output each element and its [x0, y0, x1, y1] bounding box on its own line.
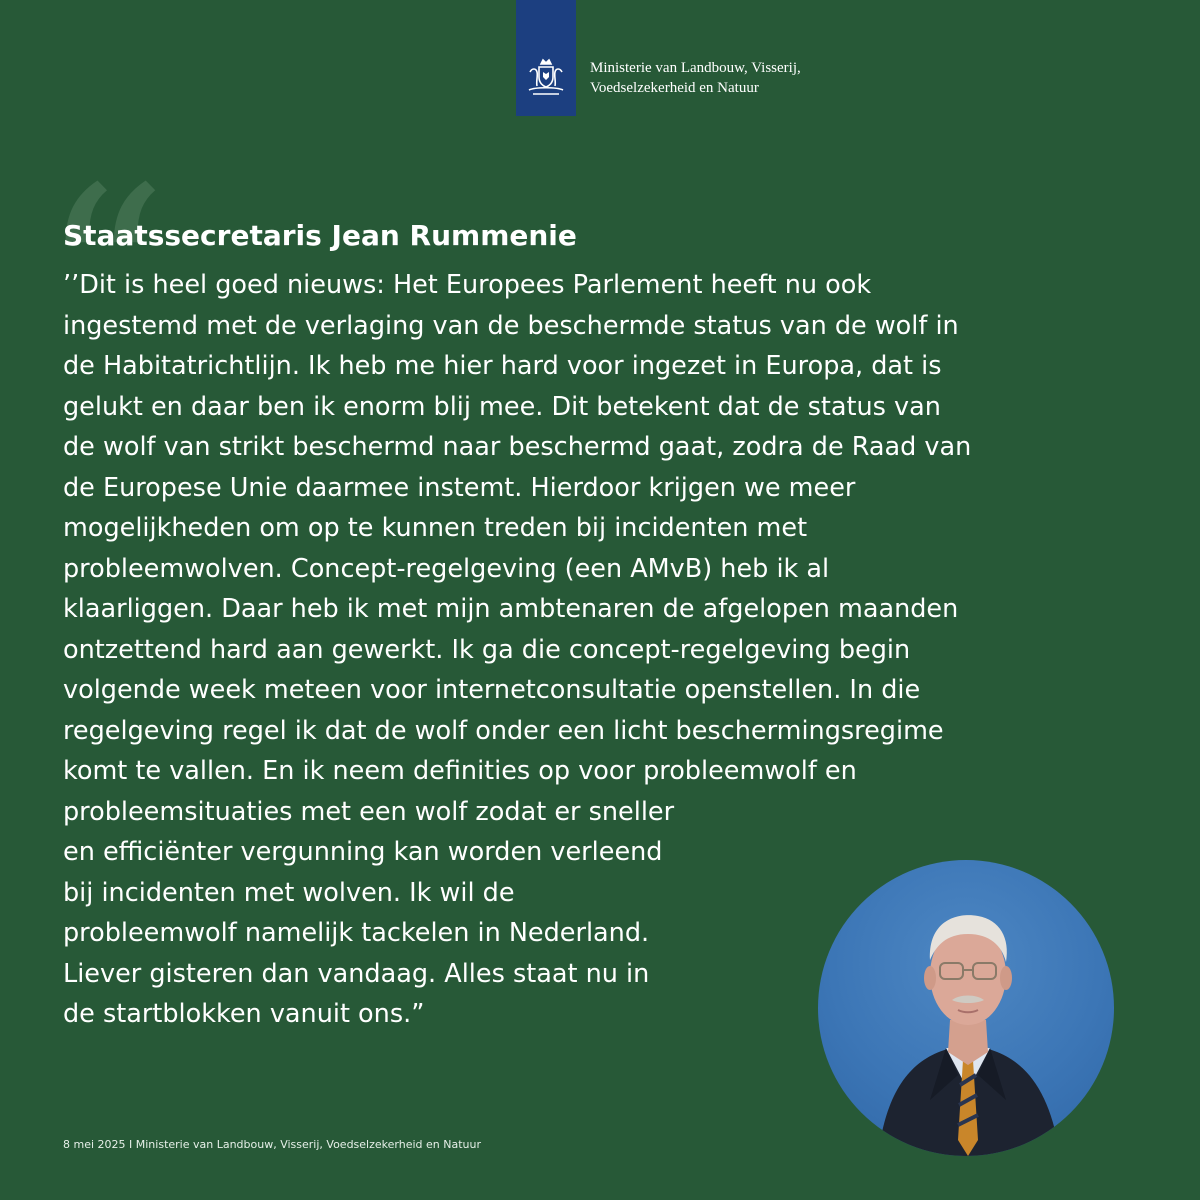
quote-line: komt te vallen. En ik neem definities op voor probleemwolf en	[63, 756, 857, 786]
coat-of-arms-icon	[524, 56, 568, 100]
ministry-name-line-1: Ministerie van Landbouw, Visserij,	[590, 60, 801, 76]
quote-line: volgende week meteen voor internetconsultatie openstellen. In die	[63, 675, 921, 705]
quote-mark-icon: “	[40, 134, 168, 425]
quote-line: mogelijkheden om op te kunnen treden bij incidenten met	[63, 513, 808, 543]
quote-line: en efficiënter vergunning kan worden verleend	[63, 837, 663, 867]
rijksoverheid-logo-bar	[516, 0, 576, 116]
quote-line: ontzettend hard aan gewerkt. Ik ga die concept-regelgeving begin	[63, 634, 911, 665]
portrait-photo	[818, 860, 1114, 1156]
quote-line: gelukt en daar ben ik enorm blij mee. Dit betekent dat de status van	[63, 391, 941, 422]
quote-line: probleemsituaties met een wolf zodat er sneller	[63, 796, 675, 827]
quote-line: ingestemd met de verlaging van de beschermde status van de wolf in	[63, 310, 959, 341]
quote-line: Liever gisteren dan vandaag. Alles staat nu in	[63, 958, 650, 989]
quote-line: probleemwolf namelijk tackelen in Nederland.	[63, 918, 650, 948]
portrait-illustration	[818, 860, 1114, 1156]
quote-text	[63, 265, 971, 1035]
quote-line: de Europese Unie daarmee instemt. Hierdoor krijgen we meer	[63, 472, 856, 503]
footer-credit: 8 mei 2025 I Ministerie van Landbouw, Visserij, Voedselzekerheid en Natuur	[63, 1138, 481, 1151]
quote-line: klaarliggen. Daar heb ik met mijn ambtenaren de afgelopen maanden	[63, 594, 959, 624]
quote-line: de startblokken vanuit ons.”	[63, 999, 425, 1029]
quote-line: de Habitatrichtlijn. Ik heb me hier hard voor ingezet in Europa, dat is	[63, 351, 942, 381]
speaker-name: Staatssecretaris Jean Rummenie	[63, 219, 577, 252]
quote-line: probleemwolven. Concept-regelgeving (een AMvB) heb ik al	[63, 553, 830, 584]
ministry-name-line-2: Voedselzekerheid en Natuur	[590, 80, 759, 96]
quote-line: de wolf van strikt beschermd naar beschermd gaat, zodra de Raad van	[63, 432, 972, 462]
quote-line: regelgeving regel ik dat de wolf onder een licht beschermingsregime	[63, 715, 944, 746]
ministry-name	[590, 58, 801, 98]
quote-line: bij incidenten met wolven. Ik wil de	[63, 877, 515, 908]
quote-line: ’’Dit is heel goed nieuws: Het Europees Parlement heeft nu ook	[63, 270, 872, 300]
